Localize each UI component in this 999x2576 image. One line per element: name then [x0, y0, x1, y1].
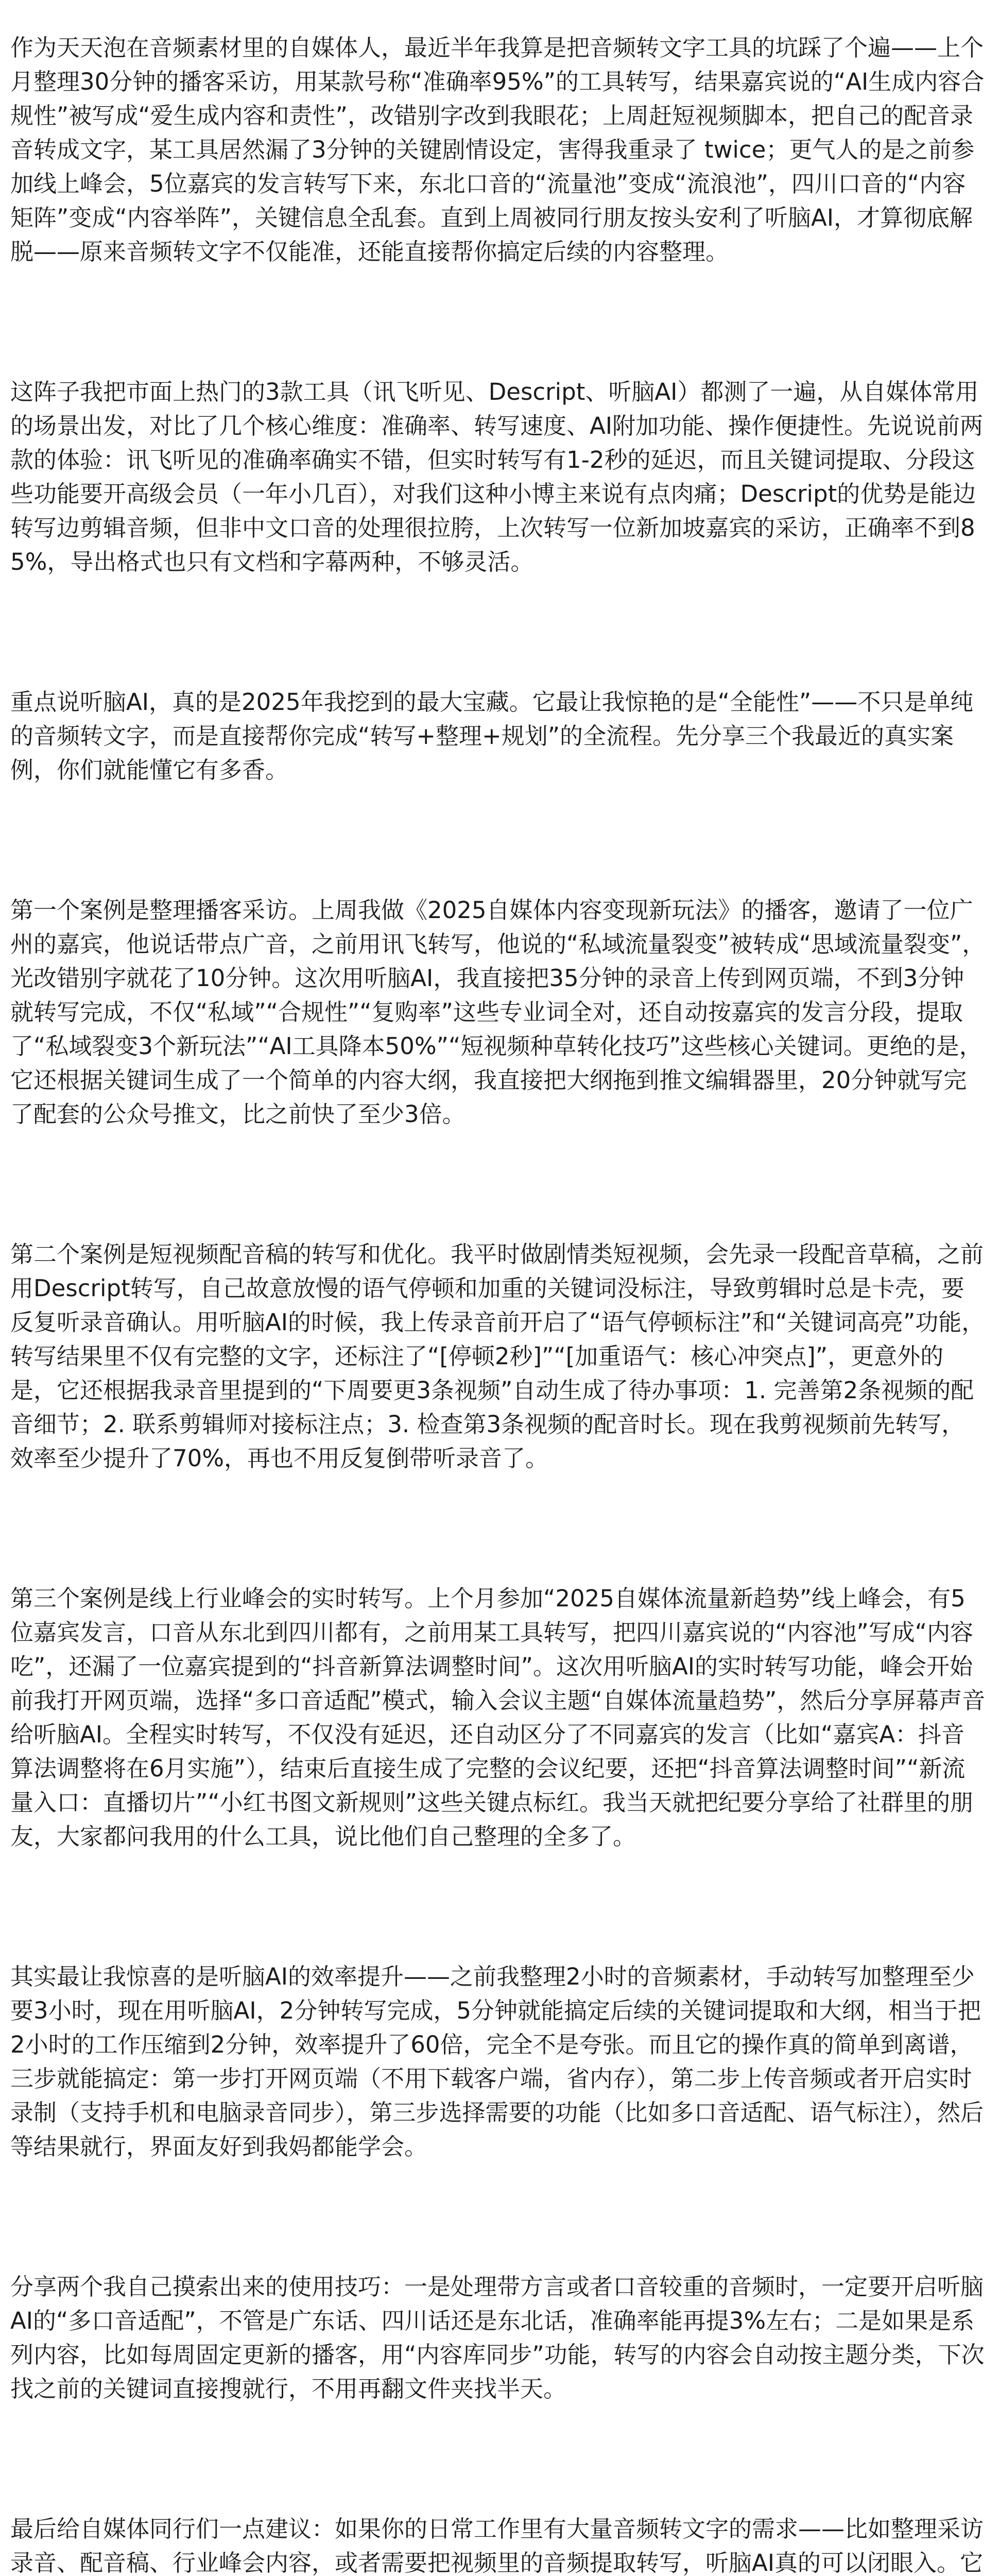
paragraph-tool-comparison: 这阵子我把市面上热门的3款工具（讯飞听见、Descript、听脑AI）都测了一遍，从自媒体常用的场景出发，对比了几个核心维度：准确率、转写速度、AI附加功能、操作便捷性。先说说前两款的体验：讯飞听见的准确率确实不错，但实时转写有1-2秒的延迟，而且关键词提取、分段这些功能要开高级会员（一年小几百），对我们这种小博主来说有点肉痛；Descript的优势是能边转写边剪辑音频，但非中文口音的处理很拉胯，上次转写一位新加坡嘉宾的采访，正确率不到85%，导出格式也只有文档和字幕两种，不够灵活。	[10, 378, 984, 575]
paragraph-case-voiceover: 第二个案例是短视频配音稿的转写和优化。我平时做剧情类短视频，会先录一段配音草稿，之前用Descript转写，自己故意放慢的语气停顿和加重的关键词没标注，导致剪辑时总是卡壳，要反复听录音确认。用听脑AI的时候，我上传录音前开启了“语气停顿标注”和“关键词高亮”功能，转写结果里不仅有完整的文字，还标注了“[停顿2秒]”“[加重语气：核心冲突点]”，更意外的是，它还根据我录音里提到的“下周要更3条视频”自动生成了待办事项：1. 完善第2条视频的配音细节；2. 联系剪辑师对接标注点；3. 检查第3条视频的配音时长。现在我剪视频前先转写，效率至少提升了70%，再也不用反复倒带听录音了。	[10, 1241, 985, 1472]
paragraph-highlight: 重点说听脑AI，真的是2025年我挖到的最大宝藏。它最让我惊艳的是“全能性”——不只是单纯的音频转文字，而是直接帮你完成“转写+整理+规划”的全流程。先分享三个我最近的真实案例，你们就能懂它有多香。	[10, 688, 974, 784]
paragraph-intro: 作为天天泡在音频素材里的自媒体人，最近半年我算是把音频转文字工具的坑踩了个遍——上个月整理30分钟的播客采访，用某款号称“准确率95%”的工具转写，结果嘉宾说的“AI生成内容合规性”被写成“爱生成内容和责性”，改错别字改到我眼花；上周赶短视频脚本，把自己的配音录音转成文字，某工具居然漏了3分钟的关键剧情设定，害得我重录了 twice；更气人的是之前参加线上峰会，5位嘉宾的发言转写下来，东北口音的“流量池”变成“流浪池”，四川口音的“内容矩阵”变成“内容举阵”，关键信息全乱套。直到上周被同行朋友按头安利了听脑AI，才算彻底解脱——原来音频转文字不仅能准，还能直接帮你搞定后续的内容整理。	[10, 34, 985, 265]
paragraph-conclusion: 最后给自媒体同行们一点建议：如果你的日常工作里有大量音频转文字的需求——比如整理采访录音、配音稿、行业峰会内容，或者需要把视频里的音频提取转写，听脑AI真的可以闭眼入。它	[10, 2515, 984, 2576]
paragraph-case-podcast: 第一个案例是整理播客采访。上周我做《2025自媒体内容变现新玩法》的播客，邀请了一位广州的嘉宾，他说话带点广音，之前用讯飞转写，他说的“私域流量裂变”被转成“思域流量裂变”，光改错别字就花了10分钟。这次用听脑AI，我直接把35分钟的录音上传到网页端，不到3分钟就转写完成，不仅“私域”“合规性”“复购率”这些专业词全对，还自动按嘉宾的发言分段，提取了“私域裂变3个新玩法”“AI工具降本50%”“短视频种草转化技巧”这些核心关键词。更绝的是，它还根据关键词生成了一个简单的内容大纲，我直接把大纲拖到推文编辑器里，20分钟就写完了配套的公众号推文，比之前快了至少3倍。	[10, 896, 986, 1128]
paragraph-efficiency: 其实最让我惊喜的是听脑AI的效率提升——之前我整理2小时的音频素材，手动转写加整理至少要3小时，现在用听脑AI，2分钟转写完成，5分钟就能搞定后续的关键词提取和大纲，相当于把2小时的工作压缩到2分钟，效率提升了60倍，完全不是夸张。而且它的操作真的简单到离谱，三步就能搞定：第一步打开网页端（不用下载客户端，省内存），第二步上传音频或者开启实时录制（支持手机和电脑录音同步），第三步选择需要的功能（比如多口音适配、语气标注），然后等结果就行，界面友好到我妈都能学会。	[10, 1963, 984, 2160]
paragraph-tips: 分享两个我自己摸索出来的使用技巧：一是处理带方言或者口音较重的音频时，一定要开启听脑AI的“多口音适配”，不管是广东话、四川话还是东北话，准确率能再提3%左右；二是如果是系列内容，比如每周固定更新的播客，用“内容库同步”功能，转写的内容会自动按主题分类，下次找之前的关键词直接搜就行，不用再翻文件夹找半天。	[10, 2273, 985, 2402]
paragraph-case-summit: 第三个案例是线上行业峰会的实时转写。上个月参加“2025自媒体流量新趋势”线上峰会，有5位嘉宾发言，口音从东北到四川都有，之前用某工具转写，把四川嘉宾说的“内容池”写成“内容吃”，还漏了一位嘉宾提到的“抖音新算法调整时间”。这次用听脑AI的实时转写功能，峰会开始前我打开网页端，选择“多口音适配”模式，输入会议主题“自媒体流量趋势”，然后分享屏幕声音给听脑AI。全程实时转写，不仅没有延迟，还自动区分了不同嘉宾的发言（比如“嘉宾A：抖音算法调整将在6月实施”），结束后直接生成了完整的会议纪要，还把“抖音算法调整时间”“新流量入口：直播切片”“小红书图文新规则”这些关键点标红。我当天就把纪要分享给了社群里的朋友，大家都问我用的什么工具，说比他们自己整理的全多了。	[10, 1585, 986, 1850]
